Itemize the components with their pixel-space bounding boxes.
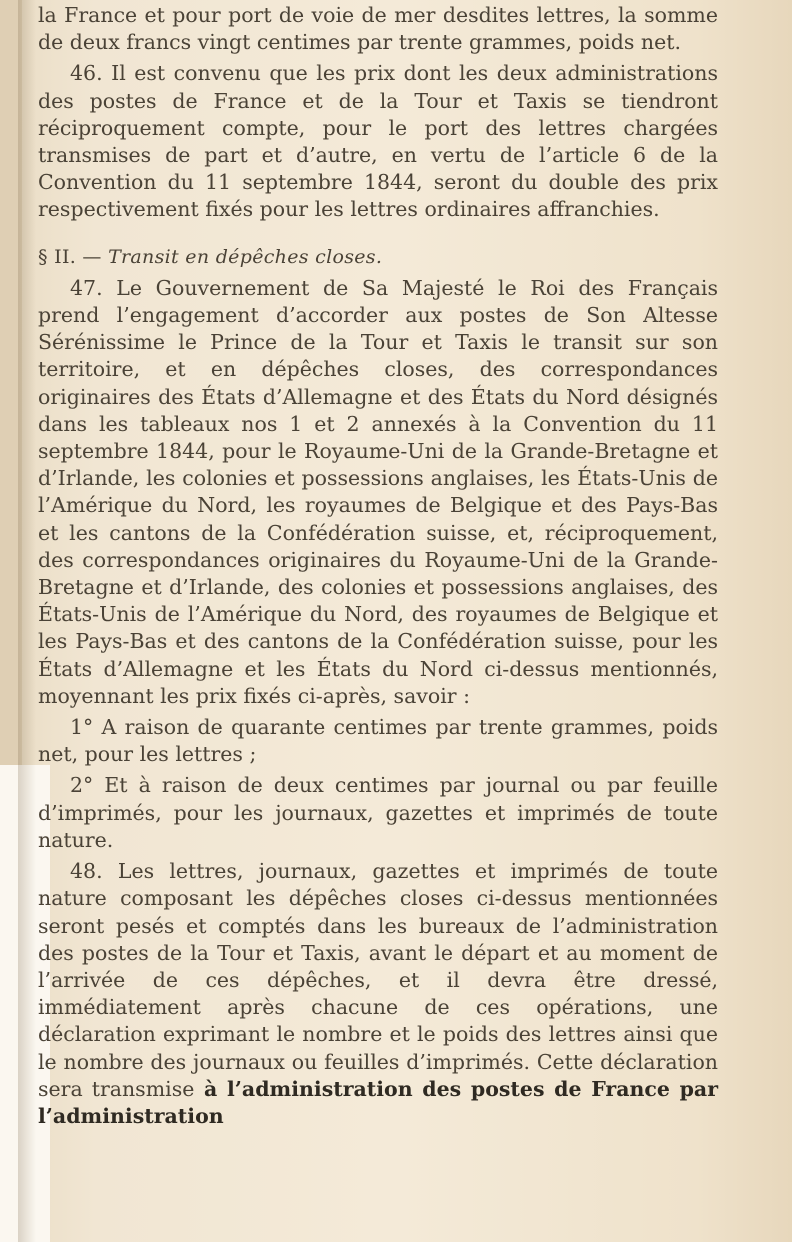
section-heading-title: Transit en dépêches closes. xyxy=(108,245,383,268)
paragraph-continuation: la France et pour port de voie de mer desdites lettres, la somme de deux francs vingt centimes par trente grammes, poids net. xyxy=(38,3,718,55)
article-47-item-2: 2° Et à raison de deux centimes par journal ou par feuille d’imprimés, pour les journaux, gazettes et imprimés de toute nature. xyxy=(38,773,718,852)
document-body xyxy=(38,2,718,1130)
article-47-item-1: 1° A raison de quarante centimes par trente grammes, poids net, pour les lettres ; xyxy=(38,715,718,767)
binding-gutter xyxy=(18,0,36,1242)
section-heading-prefix: § II. — xyxy=(38,245,109,268)
article-48-main: 48. Les lettres, journaux, gazettes et imprimés de toute nature composant les dépêches closes ci-dessus mentionnées seront pesés et comptés dans les bureaux de l’administration des postes de la Tour et Taxis, avant le départ et au moment de l’arrivée de ces dépêches, et il devra être dressé, immédiatement après chacune de ces opérations, une déclaration exprimant le nombre et le poids des lettres ainsi que le nombre des journaux ou feuilles d’imprimés. Cette déclaration sera transmise xyxy=(38,859,718,1101)
article-46: 46. Il est convenu que les prix dont les deux administrations des postes de France et de la Tour et Taxis se tiendront réciproquement compte, pour le port des lettres chargées transmises de part et d’autre, en vertu de l’article 6 de la Convention du 11 septembre 1844, seront du double des prix respectivement fixés pour les lettres ordinaires affranchies. xyxy=(38,61,718,222)
article-48 xyxy=(38,858,718,1130)
section-heading xyxy=(38,244,718,271)
article-48-end: à l’administration des postes de France par l’administration xyxy=(38,1076,718,1128)
article-47: 47. Le Gouvernement de Sa Majesté le Roi des Français prend l’engagement d’accorder aux postes de Son Altesse Sérénissime le Prince de la Tour et Taxis le transit sur son territoire, et en dépêches closes, des correspondances originaires des États d’Allemagne et des États du Nord désignés dans les tableaux nos 1 et 2 annexés à la Convention du 11 septembre 1844, pour le Royaume-Uni de la Grande-Bretagne et d’Irlande, les colonies et possessions anglaises, les États-Unis de l’Amérique du Nord, les royaumes de Belgique et des Pays-Bas et les cantons de la Confédération suisse, et, réciproquement, des correspondances originaires du Royaume-Uni de la Grande-Bretagne et d’Irlande, des colonies et possessions anglaises, des États-Unis de l’Amérique du Nord, des royaumes de Belgique et les Pays-Bas et des cantons de la Confédération suisse, pour les États d’Allemagne et les États du Nord ci-dessus mentionnés, moyennant les prix fixés ci-après, savoir : xyxy=(38,275,718,708)
